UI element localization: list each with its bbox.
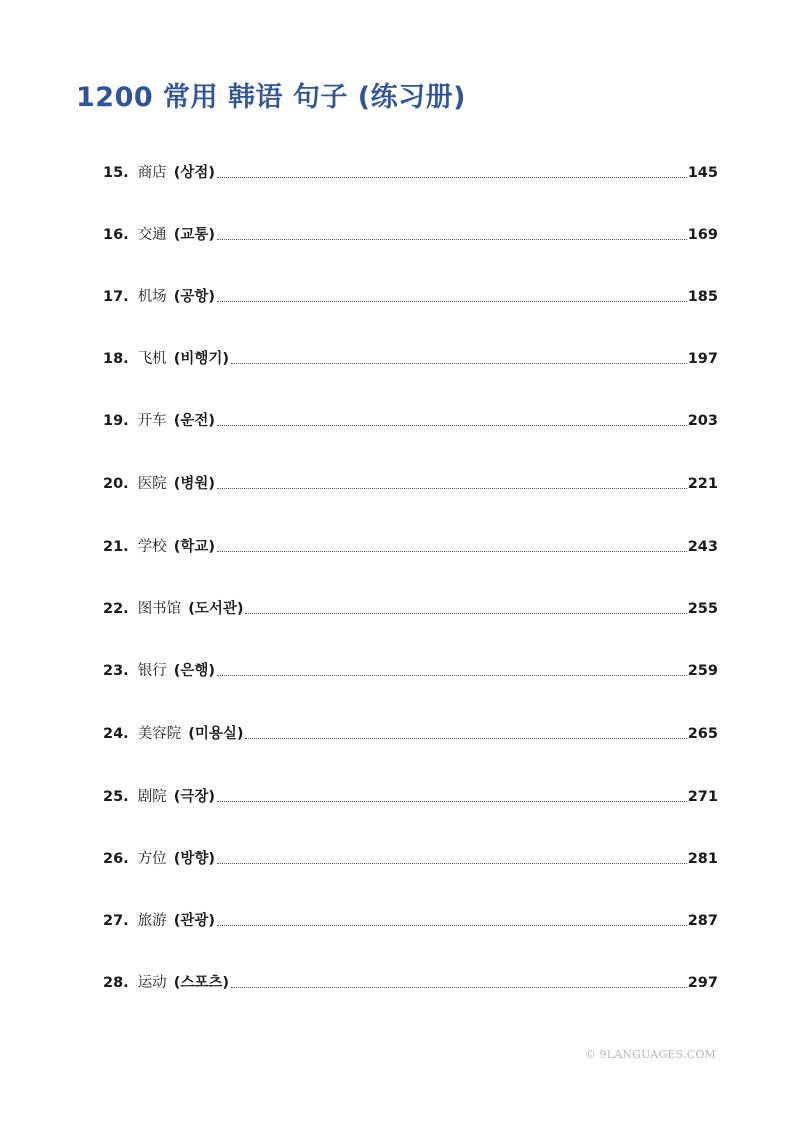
entry-number: 26. xyxy=(103,851,129,867)
entry-page-number: 243 xyxy=(687,539,718,555)
dot-leader xyxy=(217,177,687,178)
entry-korean-title: (공항) xyxy=(173,289,215,305)
entry-chinese-title: 银行 xyxy=(137,663,167,679)
entry-chinese-title: 学校 xyxy=(137,539,167,555)
toc-entry[interactable] xyxy=(103,224,718,246)
entry-page-number: 203 xyxy=(687,413,718,429)
entry-number: 22. xyxy=(103,601,129,617)
entry-chinese-title: 旅游 xyxy=(137,913,167,929)
entry-page-number: 185 xyxy=(687,289,718,305)
toc-entry[interactable] xyxy=(103,910,718,932)
entry-number: 23. xyxy=(103,663,129,679)
toc-entry[interactable] xyxy=(103,848,718,870)
dot-leader xyxy=(217,675,687,676)
dot-leader xyxy=(231,987,687,988)
entry-page-number: 281 xyxy=(687,851,718,867)
dot-leader xyxy=(217,925,687,926)
entry-korean-title: (극장) xyxy=(173,789,215,805)
entry-chinese-title: 飞机 xyxy=(137,351,167,367)
entry-number: 18. xyxy=(103,351,129,367)
entry-korean-title: (병원) xyxy=(173,476,215,492)
entry-number: 24. xyxy=(103,726,129,742)
entry-number: 15. xyxy=(103,165,129,181)
toc-entry[interactable] xyxy=(103,723,718,745)
toc-entry[interactable] xyxy=(103,972,718,994)
dot-leader xyxy=(217,301,687,302)
entry-number: 25. xyxy=(103,789,129,805)
toc-entry[interactable] xyxy=(103,786,718,808)
toc-entry[interactable] xyxy=(103,536,718,558)
entry-page-number: 265 xyxy=(687,726,718,742)
entry-korean-title: (방향) xyxy=(173,851,215,867)
entry-chinese-title: 商店 xyxy=(137,165,167,181)
entry-page-number: 287 xyxy=(687,913,718,929)
dot-leader xyxy=(217,863,687,864)
entry-number: 16. xyxy=(103,227,129,243)
entry-korean-title: (상점) xyxy=(173,165,215,181)
entry-number: 21. xyxy=(103,539,129,555)
entry-number: 20. xyxy=(103,476,129,492)
toc-entry[interactable] xyxy=(103,348,718,370)
entry-chinese-title: 运动 xyxy=(137,975,167,991)
entry-page-number: 169 xyxy=(687,227,718,243)
toc-entry[interactable] xyxy=(103,473,718,495)
entry-korean-title: (학교) xyxy=(173,539,215,555)
entry-korean-title: (운전) xyxy=(173,413,215,429)
entry-korean-title: (스포츠) xyxy=(173,975,229,991)
entry-page-number: 271 xyxy=(687,789,718,805)
entry-page-number: 145 xyxy=(687,165,718,181)
entry-korean-title: (비행기) xyxy=(173,351,229,367)
toc-entry[interactable] xyxy=(103,410,718,432)
entry-chinese-title: 方位 xyxy=(137,851,167,867)
entry-korean-title: (교통) xyxy=(173,227,215,243)
toc-entry[interactable] xyxy=(103,660,718,682)
entry-korean-title: (관광) xyxy=(173,913,215,929)
dot-leader xyxy=(231,363,687,364)
copyright-footer: © 9LANGUAGES.COM xyxy=(584,1048,716,1061)
entry-chinese-title: 图书馆 xyxy=(137,601,182,617)
toc-entry[interactable] xyxy=(103,286,718,308)
entry-number: 17. xyxy=(103,289,129,305)
entry-chinese-title: 美容院 xyxy=(137,726,182,742)
dot-leader xyxy=(217,801,687,802)
dot-leader xyxy=(217,425,687,426)
toc-entry[interactable] xyxy=(103,598,718,620)
entry-korean-title: (은행) xyxy=(173,663,215,679)
entry-page-number: 259 xyxy=(687,663,718,679)
dot-leader xyxy=(217,551,687,552)
entry-number: 27. xyxy=(103,913,129,929)
entry-chinese-title: 剧院 xyxy=(137,789,167,805)
dot-leader xyxy=(217,488,687,489)
entry-chinese-title: 开车 xyxy=(137,413,167,429)
page-title: 1200 常用 韩语 句子 (练习册) xyxy=(76,82,466,113)
entry-chinese-title: 医院 xyxy=(137,476,167,492)
entry-page-number: 255 xyxy=(687,601,718,617)
entry-page-number: 297 xyxy=(687,975,718,991)
dot-leader xyxy=(245,613,686,614)
toc-entry[interactable] xyxy=(103,162,718,184)
entry-number: 28. xyxy=(103,975,129,991)
entry-korean-title: (미용실) xyxy=(188,726,244,742)
dot-leader xyxy=(217,239,687,240)
entry-page-number: 221 xyxy=(687,476,718,492)
entry-page-number: 197 xyxy=(687,351,718,367)
dot-leader xyxy=(245,738,686,739)
entry-korean-title: (도서관) xyxy=(188,601,244,617)
entry-chinese-title: 交通 xyxy=(137,227,167,243)
entry-chinese-title: 机场 xyxy=(137,289,167,305)
entry-number: 19. xyxy=(103,413,129,429)
